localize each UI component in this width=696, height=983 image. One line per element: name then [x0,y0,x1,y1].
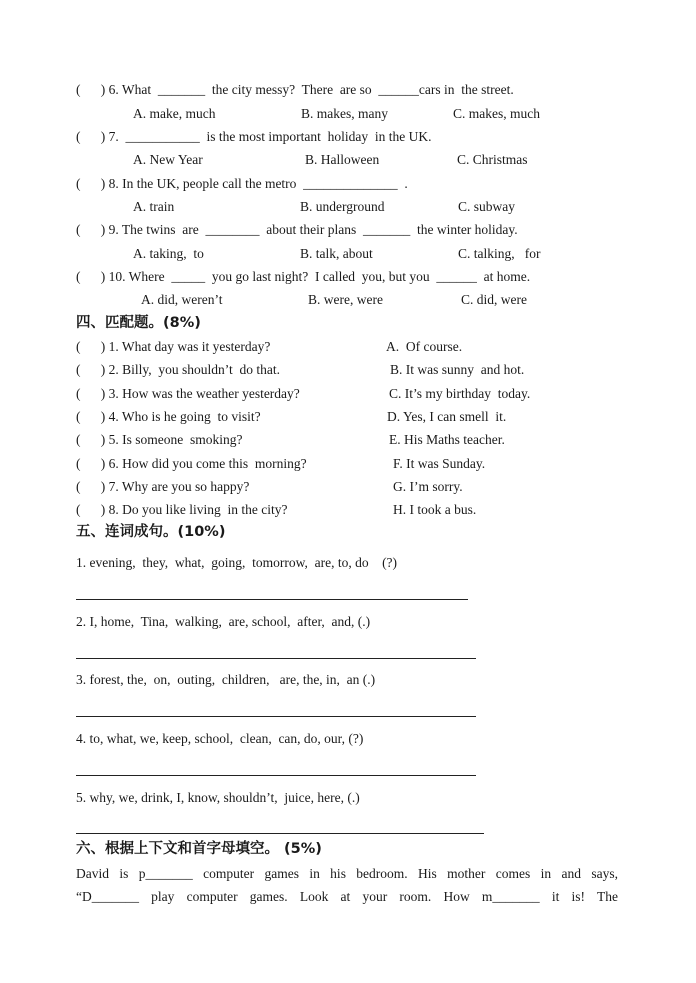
answer-line [76,775,476,776]
q6-stem: ( ) 6. What _______ the city messy? There are so ______cars in the street. [76,82,514,97]
sentence-words: 4. to, what, we, keep, school, clean, can, do, our, (?) [76,731,364,746]
q9-option-c: C. talking, for [458,246,541,261]
q10-stem: ( ) 10. Where _____ you go last night? I called you, but you ______ at home. [76,269,531,284]
q9-option-a: A. taking, to [133,246,204,261]
q7-option-a: A. New Year [133,152,203,167]
sentence-words: 2. I, home, Tina, walking, are, school, after, and, (.) [76,614,371,629]
match-question: ( ) 3. How was the weather yesterday? [76,386,300,401]
sentence-words: 5. why, we, drink, I, know, shouldn’t, juice, here, (.) [76,790,360,805]
match-answer: B. It was sunny and hot. [390,362,525,377]
q7-stem: ( ) 7. ___________ is the most important holiday in the UK. [76,129,432,144]
q8-option-a: A. train [133,199,175,214]
match-answer: G. I’m sorry. [393,479,463,494]
match-answer: H. I took a bus. [393,502,477,517]
q10-option-c: C. did, were [461,292,527,307]
section-heading-matching: 四、匹配题。(8%) [76,315,201,331]
cloze-text-line: David is p_______ computer games in his bedroom. His mother comes in and says, [76,866,618,881]
q9-option-b: B. talk, about [300,246,373,261]
match-question: ( ) 1. What day was it yesterday? [76,339,271,354]
answer-line [76,599,468,600]
q10-option-b: B. were, were [308,292,383,307]
q7-option-c: C. Christmas [457,152,528,167]
match-question: ( ) 6. How did you come this morning? [76,456,307,471]
sentence-words: 3. forest, the, on, outing, children, are, the, in, an (.) [76,672,376,687]
match-question: ( ) 2. Billy, you shouldn’t do that. [76,362,280,377]
match-answer: F. It was Sunday. [393,456,486,471]
answer-line [76,658,476,659]
q9-stem: ( ) 9. The twins are ________ about their plans _______ the winter holiday. [76,222,518,237]
q6-option-c: C. makes, much [453,106,540,121]
cloze-text-line: “D_______ play computer games. Look at your room. How m_______ it is! The [76,889,618,904]
match-question: ( ) 8. Do you like living in the city? [76,502,288,517]
match-question: ( ) 4. Who is he going to visit? [76,409,261,424]
q8-option-c: C. subway [458,199,515,214]
match-question: ( ) 7. Why are you so happy? [76,479,250,494]
q6-option-b: B. makes, many [301,106,388,121]
match-answer: D. Yes, I can smell it. [387,409,507,424]
answer-line [76,833,484,834]
answer-line [76,716,476,717]
match-question: ( ) 5. Is someone smoking? [76,432,243,447]
match-answer: A. Of course. [386,339,463,354]
section-heading-cloze: 六、根据上下文和首字母填空。 (5%) [76,841,322,857]
match-answer: E. His Maths teacher. [389,432,505,447]
q8-option-b: B. underground [300,199,385,214]
q6-option-a: A. make, much [133,106,216,121]
match-answer: C. It’s my birthday today. [389,386,531,401]
section-heading-sentence-building: 五、连词成句。(10%) [76,524,226,540]
q10-option-a: A. did, weren’t [141,292,223,307]
sentence-words: 1. evening, they, what, going, tomorrow, are, to, do (?) [76,555,398,570]
q7-option-b: B. Halloween [305,152,380,167]
q8-stem: ( ) 8. In the UK, people call the metro ______________ . [76,176,408,191]
